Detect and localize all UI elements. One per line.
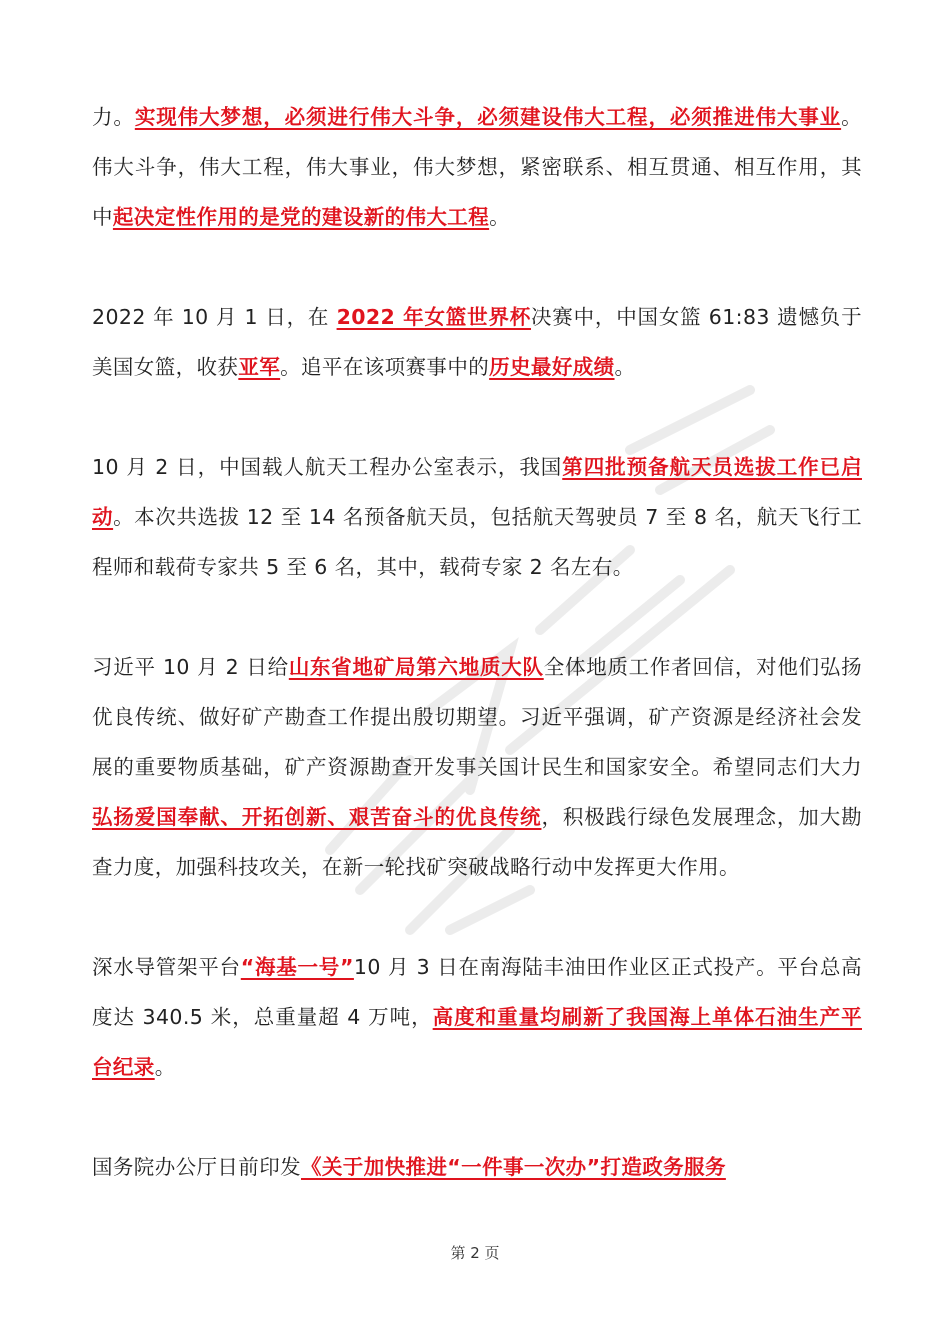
- text-segment: 10 月 3 日在南海陆丰油田作业区正式投产。平台总高度达 340.5 米，总重量超 4 万吨，: [92, 955, 862, 1029]
- text-segment: 10 月 2 日，中国载人航天工程办公室表示，我国: [92, 455, 563, 479]
- highlight-text: “海基一号”: [240, 955, 354, 979]
- paragraph-offshore-platform: [92, 942, 862, 1092]
- text-segment: 深水导管架平台: [92, 955, 241, 979]
- document-page: [92, 92, 862, 1192]
- paragraph-state-council: [92, 1142, 862, 1192]
- text-segment: 。: [154, 1055, 176, 1079]
- text-segment: 。: [489, 205, 511, 229]
- text-segment: 。: [614, 355, 636, 379]
- highlight-text: 起决定性作用的是党的建设新的伟大工程: [112, 205, 490, 229]
- paragraph-geology-letter: [92, 642, 862, 892]
- text-segment: 决赛中，中国女篮 61:83 遗憾负于美国女篮，收获: [92, 305, 862, 379]
- highlight-text: 2022 年女篮世界杯: [336, 305, 531, 329]
- text-segment: 2022 年 10 月 1 日，在: [92, 305, 337, 329]
- text-segment: ，积极践行绿色发展理念，加大勘查力度，加强科技攻关，在新一轮找矿突破战略行动中发挥更大作用。: [92, 805, 863, 879]
- text-segment: 习近平 10 月 2 日给: [92, 655, 289, 679]
- highlight-text: 《关于加快推进“一件事一次办”打造政务服务: [301, 1155, 726, 1179]
- highlight-text: 山东省地矿局第六地质大队: [288, 655, 544, 679]
- text-segment: 全体地质工作者回信，对他们弘扬优良传统、做好矿产勘查工作提出殷切期望。习近平强调，矿产资源是经济社会发展的重要物质基础，矿产资源勘查开发事关国计民生和国家安全。希望同志们大力: [92, 655, 862, 779]
- highlight-text: 弘扬爱国奉献、开拓创新、艰苦奋斗的优良传统: [92, 805, 542, 829]
- paragraph-party-building: [92, 92, 862, 242]
- highlight-text: 亚军: [238, 355, 281, 379]
- text-segment: 。本次共选拔 12 至 14 名预备航天员，包括航天驾驶员 7 至 8 名，航天飞行工程师和载荷专家共 5 至 6 名，其中，载荷专家 2 名左右。: [92, 505, 862, 579]
- page-number: 第 2 页: [450, 1244, 500, 1262]
- text-segment: 国务院办公厅日前印发: [92, 1155, 301, 1179]
- text-segment: 。追平在该项赛事中的: [280, 355, 490, 379]
- paragraph-womens-basketball: [92, 292, 862, 392]
- text-segment: 力。: [92, 105, 135, 129]
- highlight-text: 实现伟大梦想，必须进行伟大斗争，必须建设伟大工程，必须推进伟大事业: [134, 105, 842, 129]
- paragraph-astronaut-selection: [92, 442, 862, 592]
- text-segment: 。伟大斗争，伟大工程，伟大事业，伟大梦想，紧密联系、相互贯通、相互作用，其中: [92, 105, 862, 229]
- highlight-text: 高度和重量均刷新了我国海上单体石油生产平台纪录: [92, 1005, 862, 1079]
- highlight-text: 第四批预备航天员选拔工作已启动: [92, 455, 862, 529]
- highlight-text: 历史最好成绩: [489, 355, 615, 379]
